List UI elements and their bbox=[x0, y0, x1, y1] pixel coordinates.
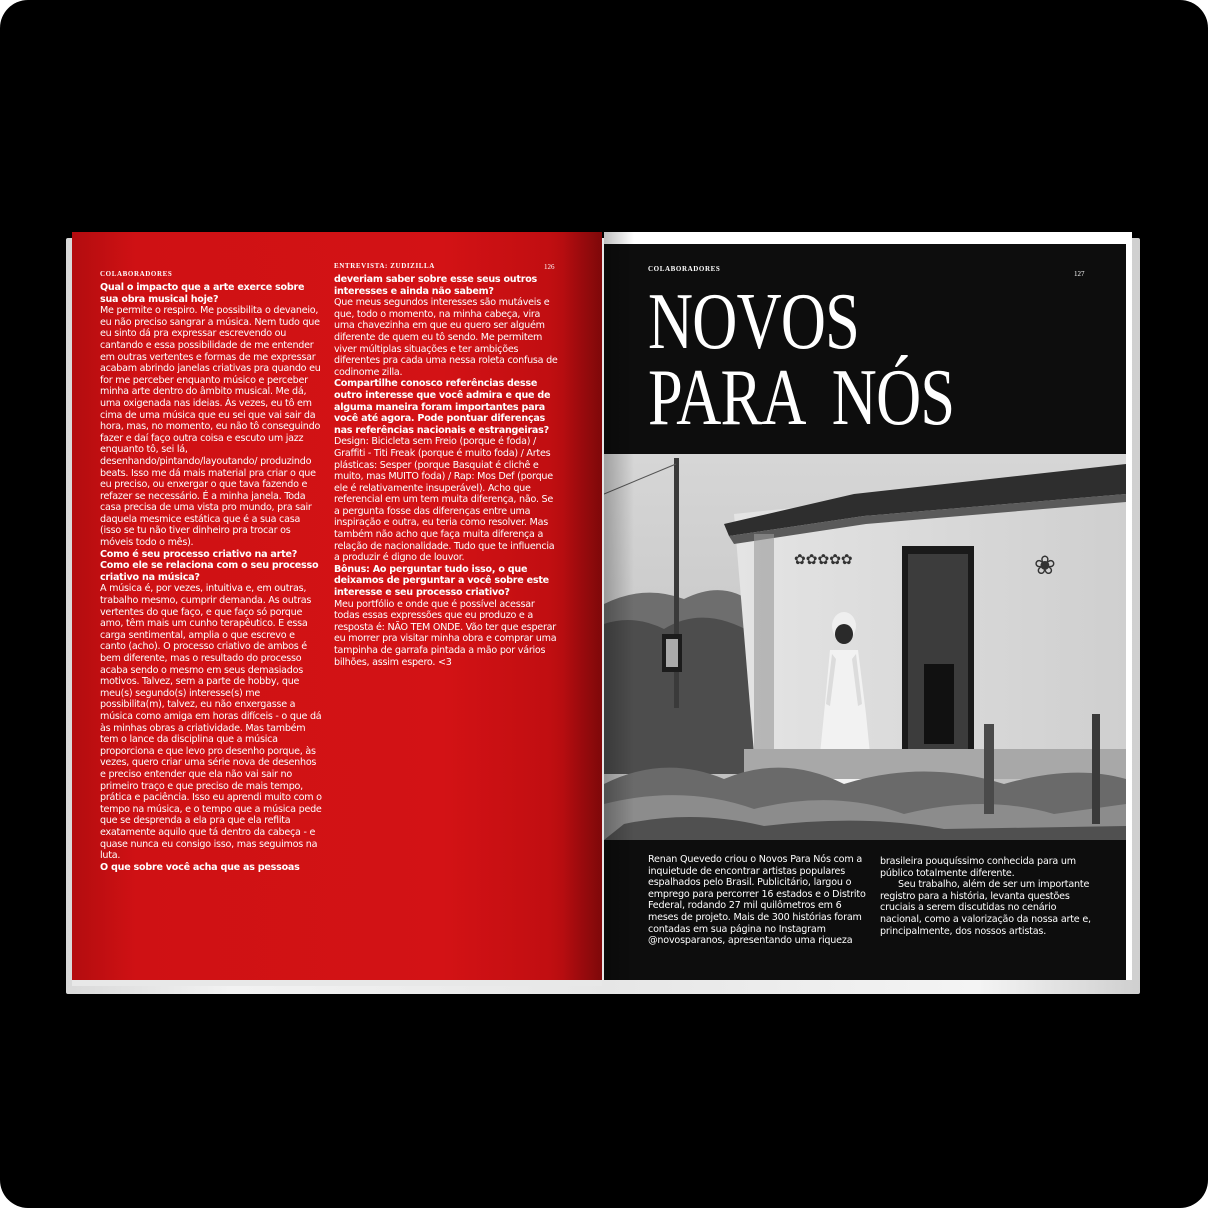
right-page-background bbox=[604, 244, 1126, 980]
interview-answer: A música é, por vezes, intuitiva e, em outras, trabalho mesmo, cumprir demanda. As outras vertentes do que faço, e que faço só porque amo, têm mais um cunho terapêutico. E essa carga sentimental, amplia o que escrevo e canto (acho). O processo criativo de ambos é bem diferente, mas o resultado do processo acaba sendo o mesmo em seus demasiados motivos. Talvez, sem a parte de hobby, que meu(s) segundo(s) interesse(s) me possibilita(m), talvez, eu não enxergasse a música como amiga em horas difíceis - o que dá às minhas obras a criatividade. Mas também tem o lance da disciplina que a música proporciona e que levo pro desenho porque, às vezes, quero criar uma série nova de desenhos e preciso entender que ela não vai sair no primeiro traço e que preciso de mais tempo, prática e paciência. Isso eu aprendi muito com o tempo na música, e o tempo que a música pede que se desprenda a ela pra que ela reflita exatamente aquilo que tá dentro da cabeça - e quase nunca eu consigo isso, mas seguimos na luta. bbox=[100, 583, 322, 862]
running-head-right: COLABORADORES bbox=[648, 265, 721, 273]
interview-question: Como é seu processo criativo na arte? Como ele se relaciona com o seu processo criativo na música? bbox=[100, 548, 319, 583]
caption-column-1 bbox=[648, 854, 868, 947]
interview-answer: Design: Bicicleta sem Freio (porque é foda) / Graffiti - Titi Freak (porque é muito foda) / Artes plásticas: Sesper (porque Basquiat é clichê e muito, mas MUITO foda) / Rap: Mos Def (porque ele é relativamente insuperável). Acho que referencial em um tem muita diferença, não. Se a pergunta fosse das diferenças entre uma inspiração e outra, eu teria como resolver. Mas também não acho que faça muita diferença a relação de nacionalidade. Tudo que te influencia a produzir é digno de louvor. bbox=[334, 436, 555, 564]
left-column-1 bbox=[100, 282, 322, 873]
right-page bbox=[604, 232, 1132, 980]
interview-question: O que sobre você acha que as pessoas bbox=[100, 861, 300, 873]
interview-question: Compartilhe conosco referências desse outro interesse que você admira e que de alguma maneira foram importantes para você até agora. Pode pontuar diferenças nas referências nacionais e estrangeiras? bbox=[334, 378, 551, 436]
interview-answer: Me permite o respiro. Me possibilita o devaneio, eu não preciso sangrar a música. Nem tudo que eu sinto dá pra expressar escrevendo ou cantando e essa possibilidade de me entender em outras vertentes e formas de me expressar acabam abrindo janelas criativas pra quando eu for me perceber enquanto músico e perceber minha arte dentro do âmbito musical. Me dá, uma oxigenada nas ideias. Às vezes, eu tô em cima de uma música que eu sei que vai sair da hora, mas, no momento, eu não tô conseguindo fazer e daí faço outra coisa e escuto um jazz enquanto tô, sei lá, desenhando/pintando/layoutando/ produzindo beats. Isso me dá mais material pra criar o que eu preciso, ou enxergar o que tava fazendo e refazer se necessário. É a minha janela. Toda casa precisa de uma vista pro mundo, pra sair daquela mesmice estática que é a sua casa (isso se tu não tiver dinheiro pra trocar os móveis todo o mês). bbox=[100, 305, 321, 549]
title-line-1: NOVOS bbox=[648, 278, 860, 366]
left-page bbox=[72, 232, 602, 980]
photo-woman-in-front-of-house bbox=[604, 454, 1126, 840]
interview-answer: Que meus segundos interesses são mutáveis e que, todo o momento, na minha cabeça, vira uma chavezinha em que eu quero ser alguém diferente de quem eu tô sendo. Me permitem viver múltiplas situações e ter ambições diferentes pra cada uma nessa roleta confusa de codinome zilla. bbox=[334, 297, 558, 378]
page-number-right: 127 bbox=[1074, 270, 1085, 278]
interview-question: Bônus: Ao perguntar tudo isso, o que deixamos de perguntar a você sobre este interesse e seu processo criativo? bbox=[334, 563, 549, 599]
running-head-left: COLABORADORES bbox=[100, 270, 173, 278]
caption-column-2 bbox=[880, 856, 1100, 937]
caption-paragraph-2: brasileira pouquíssimo conhecida para um público totalmente diferente. bbox=[880, 856, 1076, 879]
left-column-2 bbox=[334, 274, 558, 668]
interview-answer: Meu portfólio e onde que é possível acessar todas essas expressões que eu produzo e a resposta é: NÃO TEM ONDE. Vão ter que esperar eu morrer pra visitar minha obra e comprar uma tampinha de garrafa pintada a mão por vários bilhões, assim espero. <3 bbox=[334, 598, 557, 668]
interview-question: deveriam saber sobre esse seus outros interesses e ainda não sabem? bbox=[334, 274, 538, 297]
svg-text:✿✿✿✿✿: ✿✿✿✿✿ bbox=[794, 552, 853, 568]
page-title bbox=[648, 278, 955, 442]
title-line-2: PARA NÓS bbox=[648, 354, 955, 442]
interview-question: Qual o impacto que a arte exerce sobre sua obra musical hoje? bbox=[100, 282, 305, 305]
running-head-interview: ENTREVISTA: ZUDIZILLA bbox=[334, 262, 435, 270]
page-number-left: 126 bbox=[544, 263, 555, 271]
svg-text:❀: ❀ bbox=[1034, 551, 1056, 581]
caption-paragraph-1: Renan Quevedo criou o Novos Para Nós com a inquietude de encontrar artistas populares espalhados pelo Brasil. Publicitário, largou o emprego para percorrer 16 estados e o Distrito Federal, rodando 27 mil quilômetros em 6 meses de projeto. Mais de 300 histórias foram contadas em sua página no Instagram @novosparanos, apresentando uma riqueza bbox=[648, 854, 866, 947]
caption-paragraph-3: Seu trabalho, além de ser um importante registro para a história, levanta questões cruciais a serem discutidas no cenário nacional, como a valorização da nossa arte e, principalmente, dos nossos artistas. bbox=[880, 879, 1091, 937]
